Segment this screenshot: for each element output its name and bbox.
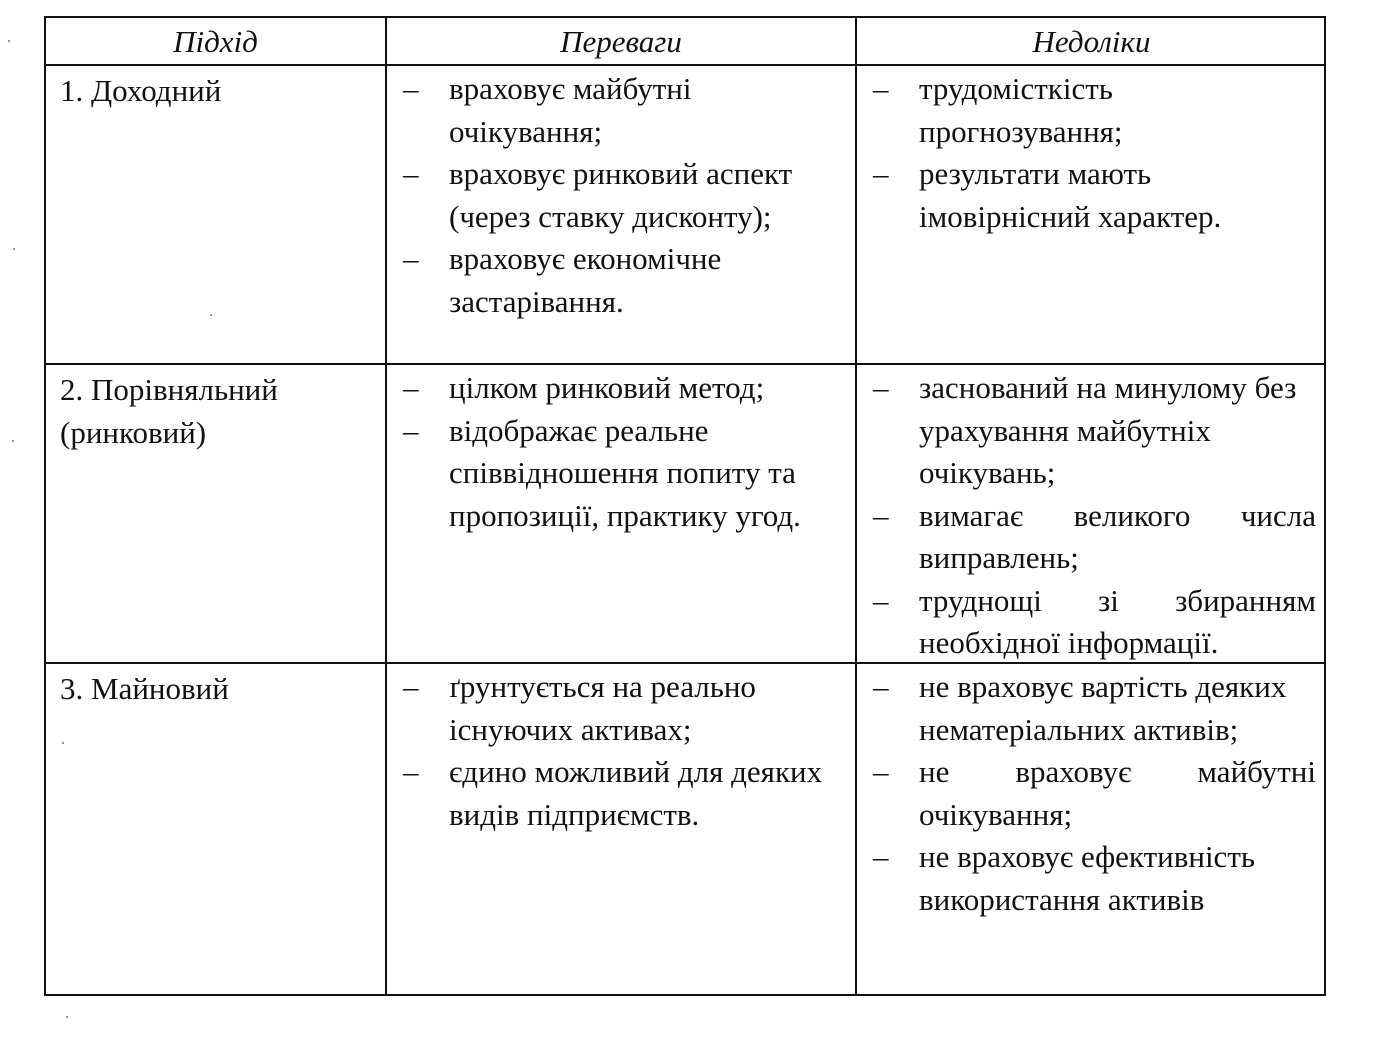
list-item: – не враховує вартість деяких нематеріальних активів; <box>873 669 1287 747</box>
approach-label: 1. Доходний <box>60 73 222 108</box>
row-divider <box>46 363 1324 365</box>
row-3-disadvantages <box>857 666 1326 921</box>
list-item: – враховує майбутні очікування; <box>403 71 692 149</box>
row-2-approach <box>46 367 385 454</box>
list-item: – трудомісткість прогнозування; <box>873 71 1123 149</box>
header-advantages: Переваги <box>560 24 682 59</box>
list-item: – вимагає великого числа виправлень; <box>873 497 1316 575</box>
scan-speck <box>13 248 15 250</box>
header-approach: Підхід <box>173 24 258 59</box>
header-disadvantages: Недоліки <box>1032 24 1151 59</box>
comparison-table <box>44 16 1326 996</box>
list-item: – враховує економічне застарівання. <box>403 241 722 319</box>
list-item: – цілком ринковий метод; <box>403 370 765 405</box>
approach-label: 2. Порівняльний <box>60 372 278 407</box>
row-3-advantages <box>387 666 855 836</box>
scan-speck <box>8 40 10 42</box>
list-item: – відображає реальне співвідношення попиту та пропозиції, практику угод. <box>403 412 801 533</box>
row-1-approach <box>46 68 385 113</box>
list-item: – єдино можливий для деяких видів підприємств. <box>403 754 823 832</box>
row-2-disadvantages <box>857 367 1326 665</box>
scan-speck <box>12 440 14 442</box>
row-1-disadvantages <box>857 68 1326 238</box>
row-3-approach <box>46 666 385 711</box>
row-1-advantages <box>387 68 855 323</box>
list-item: – не враховує ефективність використання активів <box>873 839 1256 917</box>
scan-speck <box>62 742 64 744</box>
list-item: – не враховує майбутні очікування; <box>873 754 1316 832</box>
list-item: – результати мають імовірнісний характер. <box>873 156 1222 234</box>
approach-label: 3. Майновий <box>60 671 229 706</box>
scan-speck <box>210 314 212 316</box>
row-2-advantages <box>387 367 855 537</box>
approach-label-sub: (ринковий) <box>60 414 207 450</box>
list-item: – враховує ринковий аспект (через ставку дисконту); <box>403 156 793 234</box>
list-item: – ґрунтується на реально існуючих активах; <box>403 669 756 747</box>
scan-speck <box>66 1016 68 1018</box>
list-item: – заснований на минулому без урахування майбутніх очікувань; <box>873 370 1297 490</box>
list-item: – труднощі зі збиранням необхідної інформації. <box>873 582 1316 660</box>
